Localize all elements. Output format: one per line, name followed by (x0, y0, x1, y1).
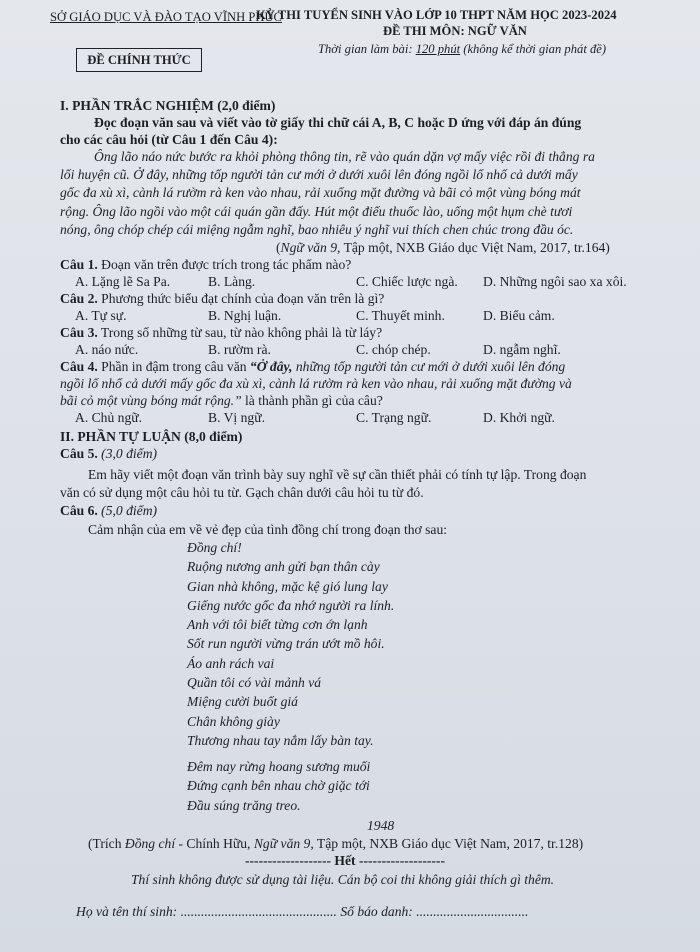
source-poem: Đồng chí (124, 836, 176, 851)
candidate-info (76, 903, 528, 921)
question-5 (60, 445, 157, 463)
instruction-line1: Đọc đoạn văn sau và viết vào tờ giấy thi chữ cái A, B, C hoặc D ứng với đáp án đúng (94, 115, 582, 130)
question-1 (60, 256, 351, 274)
end-word: Hết (334, 853, 356, 868)
question-5-line1: Em hãy viết một đoạn văn trình bày suy nghĩ về sự cần thiết phải có tính tự lập. Trong đoạn (88, 467, 587, 482)
poem-line: Gian nhà không, mặc kệ gió lung lay (187, 578, 388, 594)
citation-book: Ngữ văn 9 (280, 240, 338, 255)
department-text: SỞ GIÁO DỤC VÀ ĐÀO TẠO VĨNH PHÚC (50, 10, 282, 24)
option-b: B. Nghị luận. (208, 308, 282, 323)
option-d: D. Biểu cảm. (483, 308, 555, 323)
question-1-options (75, 273, 627, 291)
option-d: D. Khởi ngữ. (483, 410, 555, 425)
quote-text: những tốp người tản cư mới ở dưới xuôi lên đóng (292, 359, 566, 374)
end-marker (245, 852, 445, 870)
passage-line: rộng. Ông lão ngồi vào một cái quán gần đấy. Hút một điếu thuốc lào, uống một hụm chè tươi (60, 203, 573, 219)
option-c: C. Chiếc lược ngà. (356, 274, 458, 289)
citation-rest: , Tập một, NXB Giáo dục Việt Nam, 2017, tr.164) (337, 240, 610, 255)
question-4-options (75, 409, 555, 427)
passage-line: nóng, ông chóp chép cái miệng ngẫm nghĩ, bao nhiêu ý nghĩ vui thích chen chúc trong đầu óc. (60, 221, 574, 237)
poem-line: Đồng chí! (187, 540, 242, 555)
time-suffix: (không kể thời gian phát đề) (460, 42, 607, 56)
option-d: D. ngẫm nghĩ. (483, 342, 561, 357)
poem-line: Sốt run người vừng trán ướt mồ hôi. (187, 636, 385, 652)
poem-line: Miệng cười buốt giá (187, 694, 298, 710)
passage-citation (276, 239, 610, 257)
question-label: Câu 4. (60, 359, 98, 374)
question-5-line2: văn có sử dụng một câu hỏi tu từ. Gạch chân dưới câu hỏi tu từ đó. (60, 485, 424, 500)
part1-title: I. PHẦN TRẮC NGHIỆM (2,0 điểm) (60, 98, 276, 113)
question-points: (3,0 điểm) (97, 446, 158, 461)
option-a: A. Chủ ngữ. (75, 410, 143, 425)
question-text: Trong số những từ sau, từ nào không phải là từ láy? (97, 325, 383, 340)
question-4-quote-line2: ngồi lố nhố cả dưới mấy gốc đa xù xì, cành lá rườm rà ken vào nhau, rải xuống mặt đường và (60, 376, 572, 391)
question-6-prompt: Cảm nhận của em về vẻ đẹp của tình đồng chí trong đoạn thơ sau: (88, 522, 448, 537)
quote-text: bãi cỏ một vùng bóng mát rộng.” (60, 393, 242, 408)
question-3 (60, 324, 382, 342)
question-6 (60, 502, 157, 520)
poem-stanza-1 (187, 538, 394, 750)
question-4 (60, 358, 565, 376)
question-2 (60, 290, 384, 308)
poem-line: Đứng cạnh bên nhau chờ giặc tới (187, 778, 370, 794)
question-text: Đoạn văn trên được trích trong tác phẩm nào? (97, 257, 352, 272)
source-rest: , Tập một, NXB Giáo dục Việt Nam, 2017, tr.128) (310, 836, 584, 851)
poem-line: Chân không giày (187, 713, 280, 729)
name-field: .............................................. (180, 904, 337, 919)
instruction-line2: cho các câu hỏi (từ Câu 1 đến Câu 4): (60, 132, 278, 147)
passage-line: lối huyện cũ. Ở đây, những tốp người tản cư mới ở dưới xuôi lên đóng ngồi lố nhố cả dưới mấy (60, 167, 578, 183)
question-3-options (75, 341, 561, 359)
exam-time (318, 42, 606, 57)
sbd-field: ................................. (416, 904, 529, 919)
question-text: Phần in đậm trong câu văn (97, 359, 250, 374)
poem-line: Áo anh rách vai (187, 655, 275, 671)
end-dashes-left: ------------------- (245, 853, 332, 868)
option-d: D. Những ngôi sao xa xôi. (483, 274, 627, 289)
poem-line: Đêm nay rừng hoang sương muối (187, 759, 371, 774)
option-a: A. náo nức. (75, 342, 139, 357)
source-author: - Chính Hữu, (175, 836, 254, 851)
question-label: Câu 2. (60, 291, 98, 306)
source-open: (Trích (88, 836, 125, 851)
bold-phrase: “Ở đây, (249, 359, 293, 374)
passage-line: gốc đa xù xì, cành lá rườm rà ken vào nhau, rải xuống mặt đường và bãi cỏ một vùng bóng mát (60, 185, 581, 201)
poem-line: Thương nhau tay nắm lấy bàn tay. (187, 732, 374, 748)
option-c: C. Trạng ngữ. (356, 410, 432, 425)
exam-title: KỲ THI TUYỂN SINH VÀO LỚP 10 THPT NĂM HỌC 2023-2024 (256, 8, 617, 22)
time-prefix: Thời gian làm bài: (318, 42, 416, 56)
question-points: (5,0 điểm) (97, 503, 158, 518)
option-c: C. chóp chép. (356, 342, 431, 357)
question-label: Câu 1. (60, 257, 98, 272)
poem-source (88, 835, 583, 853)
poem-line: Đầu súng trăng treo. (187, 797, 301, 813)
sbd-label: Số báo danh: (340, 904, 413, 919)
option-c: C. Thuyết minh. (356, 308, 445, 323)
question-text-end: là thành phần gì của câu? (241, 393, 383, 408)
option-b: B. rườm rà. (208, 342, 271, 357)
footer-note: Thí sinh không được sử dụng tài liệu. Cán bộ coi thi không giải thích gì thêm. (131, 872, 555, 887)
question-4-quote-line3 (60, 392, 383, 410)
option-a: A. Lặng lẽ Sa Pa. (75, 274, 171, 289)
poem-line: Giếng nước gốc đa nhớ người ra lính. (187, 597, 395, 613)
exam-subject: ĐỀ THI MÔN: NGỮ VĂN (383, 24, 527, 38)
name-label: Họ và tên thí sinh: (76, 904, 178, 919)
part2-title: II. PHẦN TỰ LUẬN (8,0 điểm) (60, 429, 243, 444)
poem-line: Quần tôi có vài mảnh vá (187, 675, 322, 691)
citation-open: ( (276, 240, 281, 255)
end-dashes-right: ------------------- (358, 853, 445, 868)
poem-stanza-2 (187, 757, 370, 815)
poem-line: Anh với tôi biết từng cơn ớn lạnh (187, 617, 368, 633)
time-value: 120 phút (415, 42, 461, 56)
passage-line: Ông lão náo nức bước ra khỏi phòng thông tin, rẽ vào quán dặn vợ mấy việc rồi đi thẳng ra (94, 149, 595, 164)
poem-line: Ruộng nương anh gửi bạn thân cày (187, 559, 380, 575)
option-b: B. Làng. (208, 274, 256, 289)
reading-passage (60, 148, 665, 239)
question-text: Phương thức biểu đạt chính của đoạn văn trên là gì? (97, 291, 385, 306)
question-label: Câu 3. (60, 325, 98, 340)
department-name (50, 10, 282, 25)
source-book: Ngữ văn 9 (253, 836, 311, 851)
question-label: Câu 6. (60, 503, 98, 518)
official-label: ĐỀ CHÍNH THỨC (76, 48, 202, 72)
option-b: B. Vị ngữ. (208, 410, 265, 425)
poem-year: 1948 (367, 818, 395, 833)
question-2-options (75, 307, 555, 325)
option-a: A. Tự sự. (75, 308, 127, 323)
question-label: Câu 5. (60, 446, 98, 461)
